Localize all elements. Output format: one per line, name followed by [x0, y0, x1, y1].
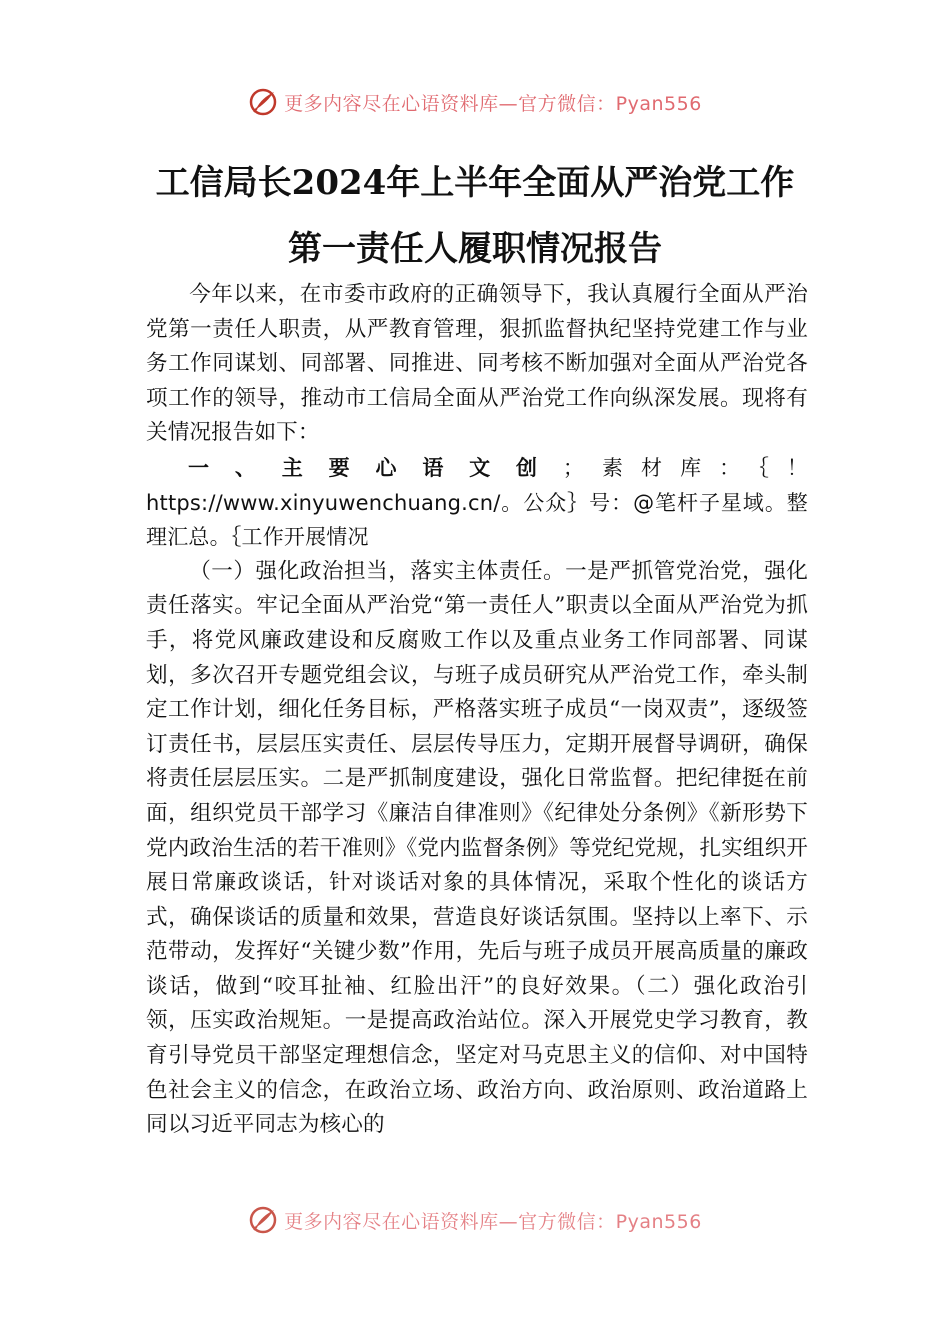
quill-logo-icon	[248, 87, 278, 117]
watermark-text: 更多内容尽在心语资料库—官方微信：Pyan556	[284, 1210, 702, 1233]
section2-title: （二）强化政治引领，压实政治规矩。	[146, 973, 808, 1034]
quill-logo-icon	[248, 1205, 278, 1235]
section2-body: 一是提高政治站位。深入开展党史学习教育，教育引导党员干部坚定理想信念，坚定对马克思主义的信仰、对中国特色社会主义的信念，在政治立场、政治方向、政治原则、政治道路上同以习近平同志为核心的	[146, 1008, 808, 1138]
document-body	[146, 278, 808, 1143]
title-line-2: 第一责任人履职情况报告	[288, 229, 662, 269]
intro-paragraph: 今年以来，在市委市政府的正确领导下，我认真履行全面从严治党第一责任人职责，从严教育管理，狠抓监督执纪坚持党建工作与业务工作同谋划、同部署、同推进、同考核不断加强对全面从严治党各项工作的领导，推动市工信局全面从严治党工作向纵深发展。现将有关情况报告如下：	[146, 282, 808, 446]
section1-title: （一）强化政治担当，落实主体责任。	[189, 558, 566, 584]
document-title	[100, 150, 850, 282]
section-paragraph	[146, 555, 808, 1143]
heading-rest: ；素材库：｛！ https://www.xinyuwenchuang.cn/。公众｝号：@笔杆子星域。整理汇总。｛工作开展情况	[146, 455, 809, 550]
watermark-text: 更多内容尽在心语资料库—官方微信：Pyan556	[284, 92, 702, 115]
title-line-1: 工信局长2024年上半年全面从严治党工作	[155, 163, 795, 203]
section-heading	[146, 451, 808, 555]
watermark-footer	[0, 1200, 950, 1240]
section1-body: 一是严抓管党治党，强化责任落实。牢记全面从严治党“第一责任人”职责以全面从严治党为抓手，将党风廉政建设和反腐败工作以及重点业务工作同部署、同谋划，多次召开专题党组会议，与班子成员研究从严治党工作，牵头制定工作计划，细化任务目标，严格落实班子成员“一岗双责”，逐级签订责任书，层层压实责任、层层传导压力，定期开展督导调研，确保将责任层层压实。二是严抓制度建设，强化日常监督。把纪律挺在前面，组织党员干部学习《廉洁自律准则》《纪律处分条例》《新形势下党内政治生活的若干准则》《党内监督条例》等党纪党规，扎实组织开展日常廉政谈话，针对谈话对象的具体情况，采取个性化的谈话方式，确保谈话的质量和效果，营造良好谈话氛围。坚持以上率下、示范带动，发挥好“关键少数”作用，先后与班子成员开展高质量的廉政谈话，做到“咬耳扯袖、红脸出汗”的良好效果。	[146, 558, 809, 999]
heading-prefix: 一、主要心语文创	[188, 455, 563, 480]
watermark-header	[0, 82, 950, 122]
